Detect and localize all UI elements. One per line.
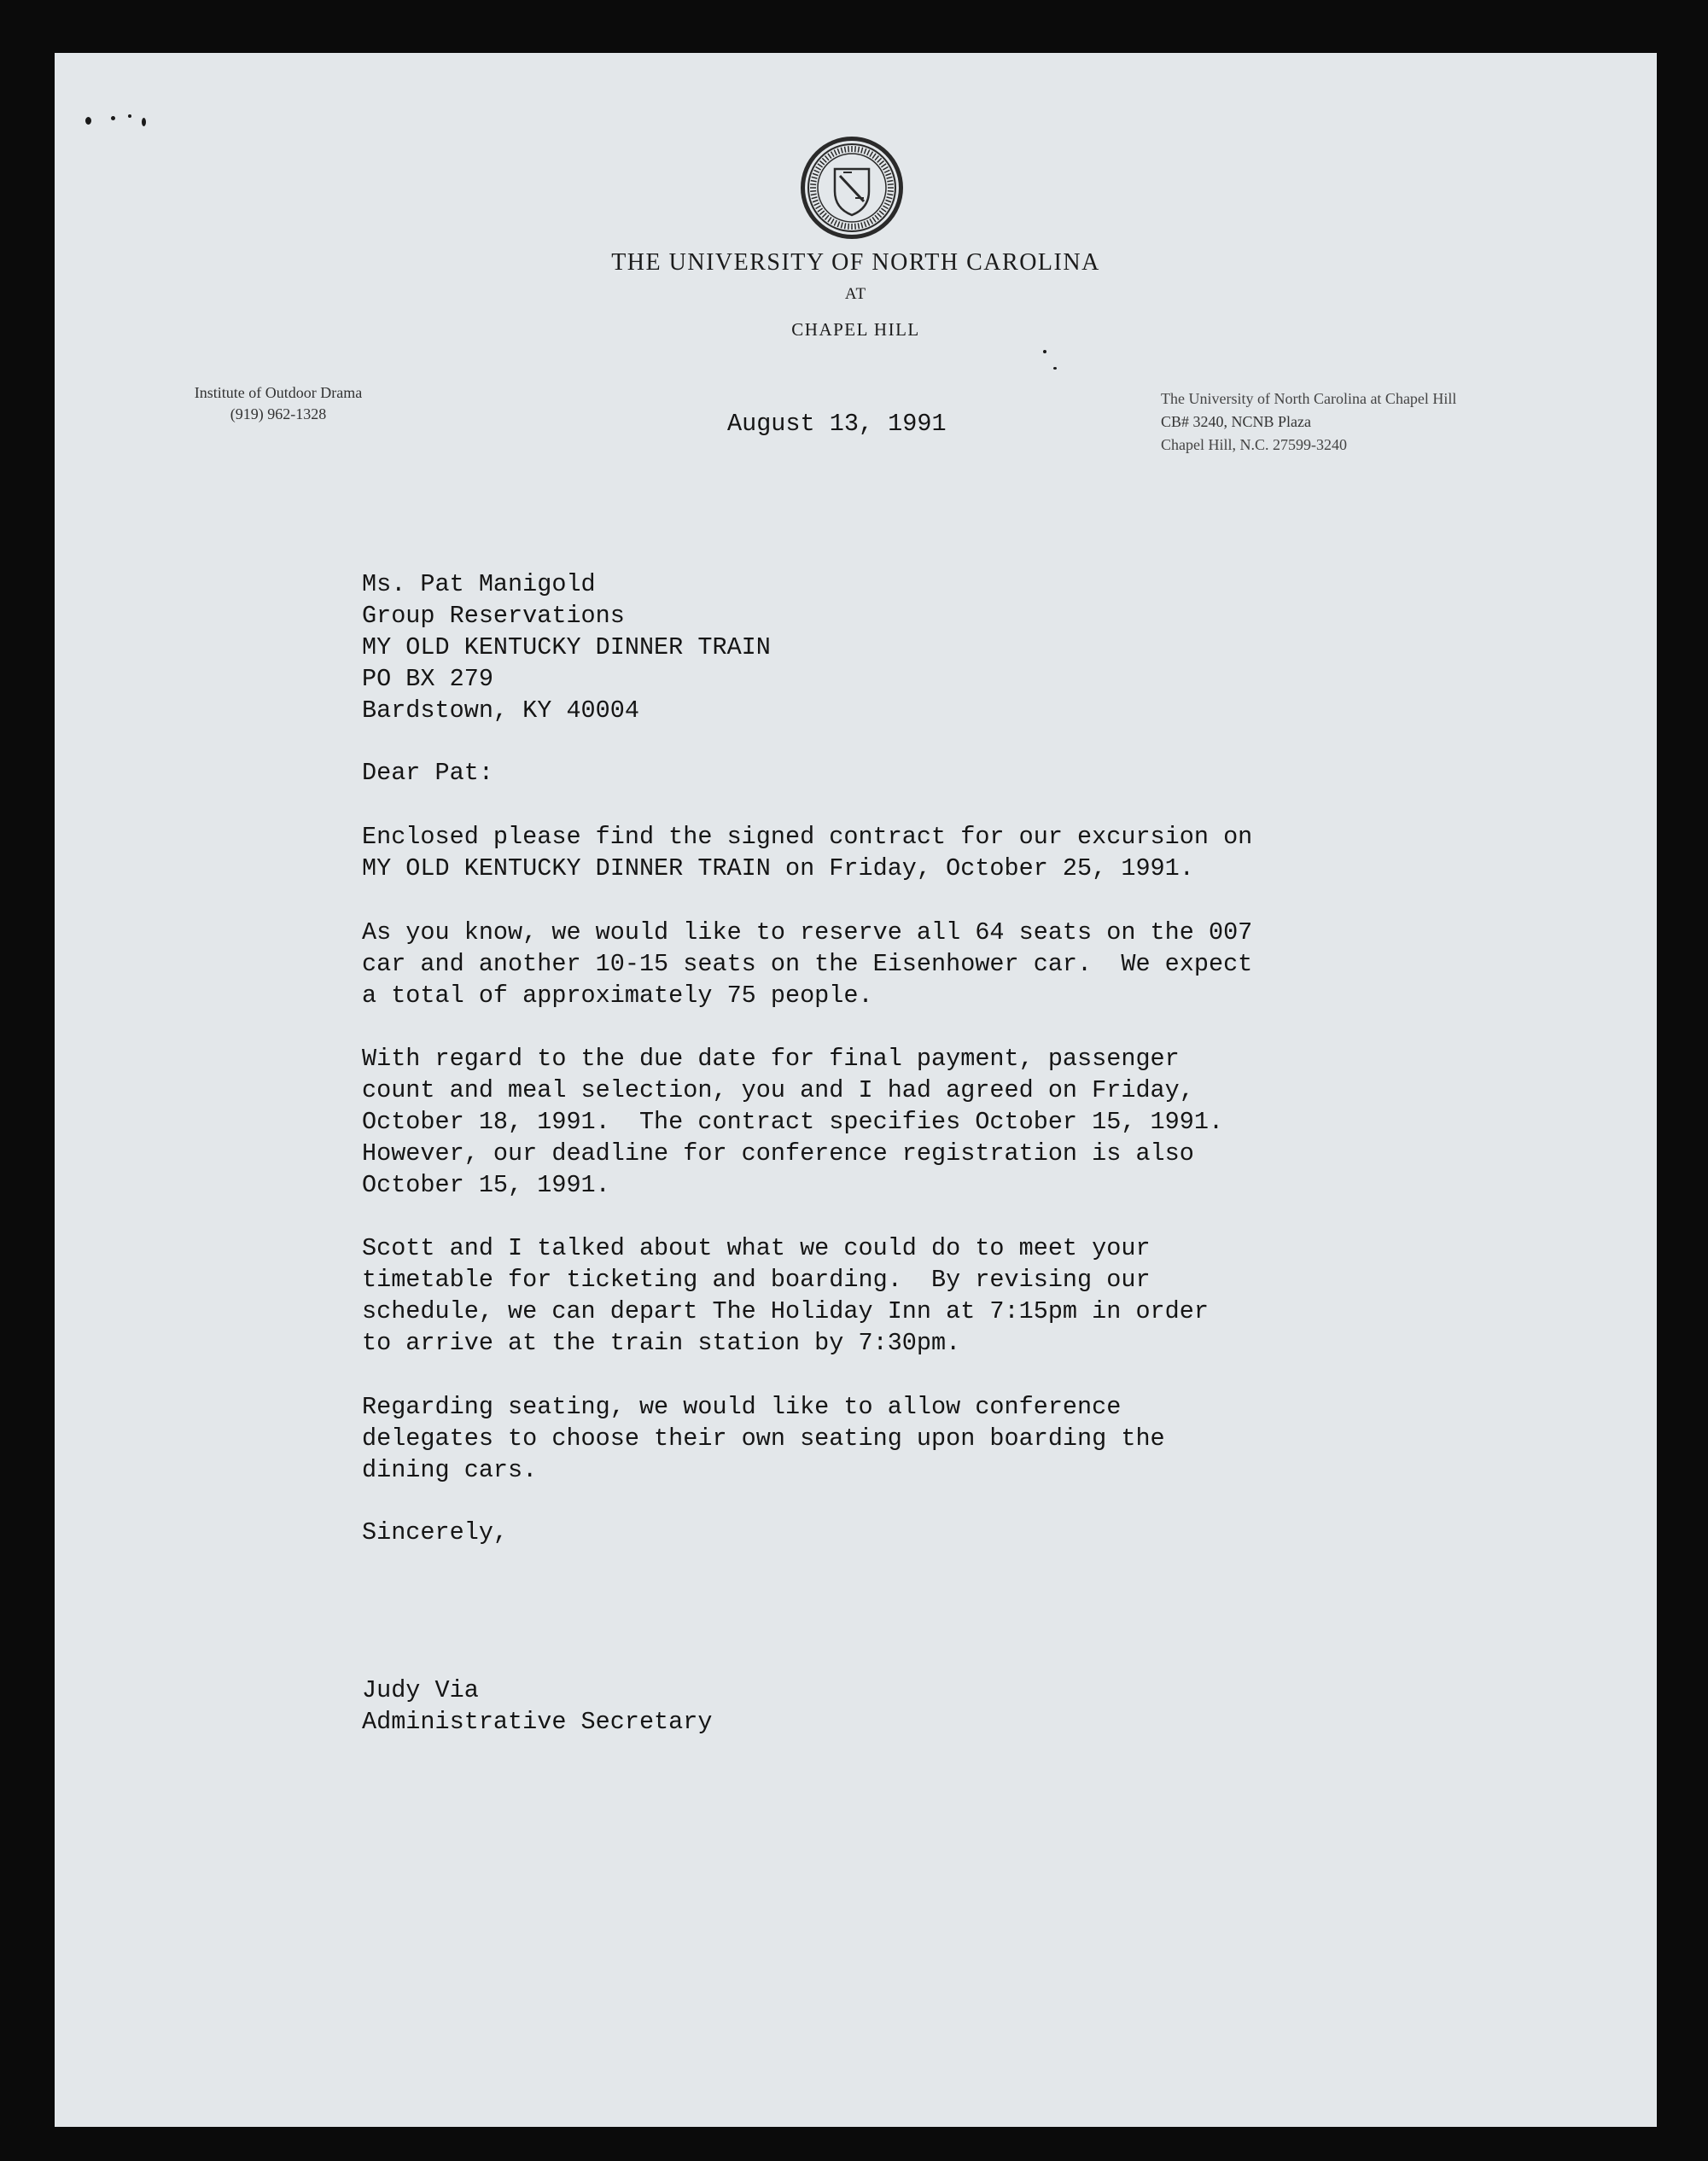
paragraph-5 [362, 1391, 1165, 1486]
body-line: Enclosed please find the signed contract for our excursion on [362, 823, 1253, 851]
body-line: October 18, 1991. The contract specifies October 15, 1991. [362, 1108, 1224, 1136]
signer-title: Administrative Secretary [362, 1708, 713, 1736]
scan-speck [85, 117, 91, 125]
letter-page [55, 53, 1657, 2127]
signer-name: Judy Via [362, 1676, 479, 1704]
recipient-line: Bardstown, KY 40004 [362, 696, 639, 725]
body-line: delegates to choose their own seating upon boarding the [362, 1424, 1165, 1453]
scan-speck [142, 118, 146, 126]
body-line: Regarding seating, we would like to allow conference [362, 1393, 1122, 1421]
university-name: THE UNIVERSITY OF NORTH CAROLINA [611, 249, 1100, 276]
recipient-line: PO BX 279 [362, 665, 493, 693]
paragraph-4 [362, 1232, 1209, 1359]
body-line: dining cars. [362, 1456, 538, 1484]
body-line: car and another 10-15 seats on the Eisenhower car. We expect [362, 950, 1253, 978]
body-line: October 15, 1991. [362, 1171, 610, 1199]
body-line: schedule, we can depart The Holiday Inn at 7:15pm in order [362, 1297, 1209, 1325]
signature-block [362, 1675, 712, 1738]
paragraph-2 [362, 917, 1252, 1011]
body-line: With regard to the due date for final payment, passenger [362, 1045, 1180, 1073]
department-phone: (919) 962-1328 [230, 405, 327, 422]
paragraph-3 [362, 1043, 1223, 1201]
recipient-line: Ms. Pat Manigold [362, 570, 596, 598]
paragraph-1 [362, 821, 1252, 884]
body-line: count and meal selection, you and I had agreed on Friday, [362, 1076, 1194, 1104]
body-line: a total of approximately 75 people. [362, 981, 873, 1010]
scan-speck [1043, 350, 1046, 353]
address-line: Chapel Hill, N.C. 27599-3240 [1161, 436, 1347, 453]
recipient-address [362, 568, 771, 726]
scan-speck [111, 116, 115, 120]
salutation-text: Dear Pat: [362, 759, 493, 787]
body-line: However, our deadline for conference registration is also [362, 1139, 1194, 1168]
body-line: MY OLD KENTUCKY DINNER TRAIN on Friday, October 25, 1991. [362, 854, 1194, 882]
department-block [150, 382, 406, 425]
scan-speck [1053, 367, 1057, 370]
recipient-line: MY OLD KENTUCKY DINNER TRAIN [362, 633, 771, 661]
closing-text: Sincerely, [362, 1518, 509, 1546]
scan-speck [128, 114, 131, 118]
department-name: Institute of Outdoor Drama [194, 384, 363, 401]
salutation [362, 757, 493, 789]
letter-date: August 13, 1991 [727, 410, 947, 438]
body-line: As you know, we would like to reserve all 64 seats on the 007 [362, 918, 1253, 947]
university-at: AT [844, 285, 867, 303]
body-line: to arrive at the train station by 7:30pm. [362, 1329, 961, 1357]
body-line: Scott and I talked about what we could do to meet your [362, 1234, 1151, 1262]
closing [362, 1517, 508, 1548]
address-line: The University of North Carolina at Chapel Hill [1161, 390, 1457, 407]
return-address [1161, 387, 1605, 457]
body-line: timetable for ticketing and boarding. By revising our [362, 1266, 1151, 1294]
university-seal-icon [799, 135, 905, 241]
address-line: CB# 3240, NCNB Plaza [1161, 413, 1312, 430]
recipient-line: Group Reservations [362, 602, 625, 630]
university-location: CHAPEL HILL [791, 319, 920, 340]
